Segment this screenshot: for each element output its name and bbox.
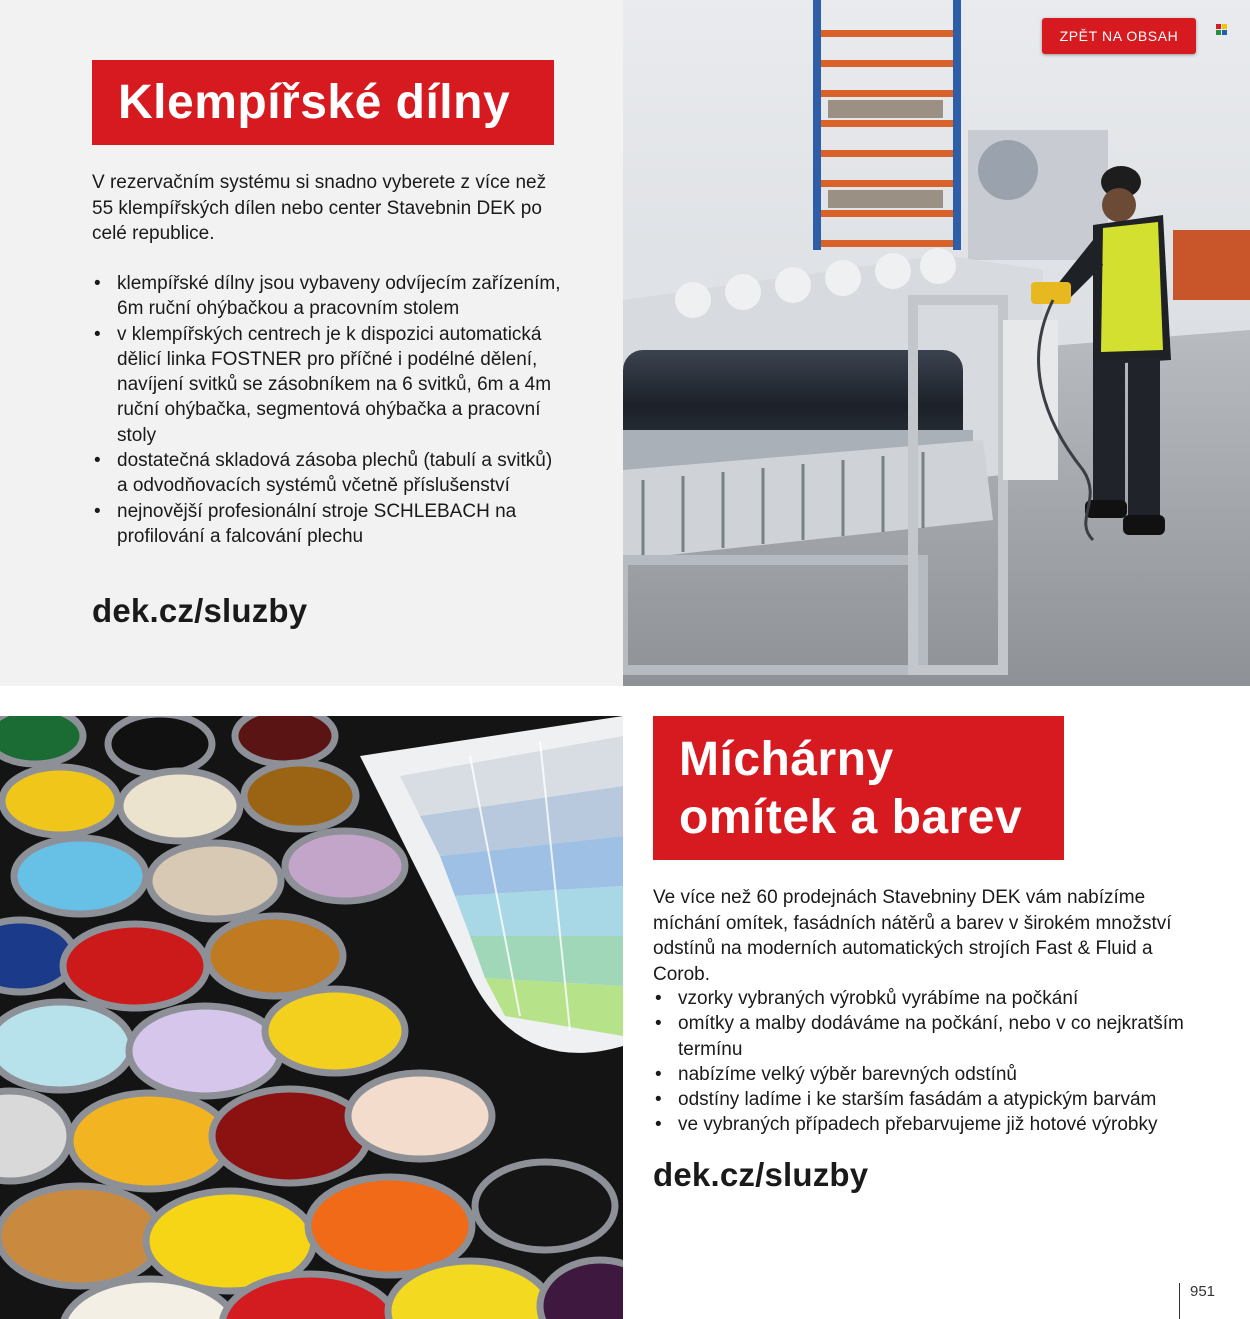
mixing-title-line1: Míchárny (679, 733, 894, 786)
dek-logo-icon (1216, 24, 1228, 36)
list-item: • ve vybraných případech přebarvujeme již hotové výrobky (653, 1112, 1213, 1137)
workshops-services-link[interactable]: dek.cz/sluzby (92, 592, 308, 629)
mixing-title-line2: omítek a barev (679, 791, 1023, 844)
mixing-intro: Ve více než 60 prodejnách Stavebniny DEK vám nabízíme míchání omítek, fasádních nátěrů a barev v širokém množství odstínů na moderních automatických strojích Fast & Fluid a Corob. (653, 887, 1172, 985)
list-item: • nejnovější profesionální stroje SCHLEBACH na profilování a falcování plechu (92, 499, 567, 550)
workshop-photo-illustration (623, 0, 1250, 686)
mixing-services-link[interactable]: dek.cz/sluzby (653, 1156, 869, 1193)
list-item: • odstíny ladíme i ke starším fasádám a atypickým barvám (653, 1087, 1213, 1112)
list-item: • omítky a malby dodáváme na počkání, nebo v co nejkratším termínu (653, 1011, 1213, 1062)
page-number: 951 (1190, 1283, 1216, 1300)
mixing-bullet-list (653, 986, 1213, 1138)
list-item: • dostatečná skladová zásoba plechů (tabulí a svitků) a odvodňovacích systémů včetně příslušenství (92, 448, 567, 499)
workshops-intro: V rezervačním systému si snadno vyberete z více než 55 klempířských dílen nebo center Stavebnin DEK po celé republice. (92, 172, 547, 244)
workshop-photo (623, 0, 1250, 686)
back-to-contents-button[interactable]: ZPĚT NA OBSAH (1042, 18, 1196, 54)
page-number-divider (1179, 1283, 1180, 1319)
paint-cans-illustration (0, 716, 623, 1319)
list-item: • klempířské dílny jsou vybaveny odvíjecím zařízením, 6m ruční ohýbačkou a pracovním stolem (92, 271, 567, 322)
list-item: • vzorky vybraných výrobků vyrábíme na počkání (653, 986, 1213, 1011)
paint-cans-photo (0, 716, 623, 1319)
list-item: • nabízíme velký výběr barevných odstínů (653, 1062, 1213, 1087)
mixing-title (653, 716, 1064, 860)
mixing-section (0, 686, 1250, 1319)
workshops-title: Klempířské dílny (92, 60, 554, 145)
list-item: • v klempířských centrech je k dispozici automatická dělicí linka FOSTNER pro příčné i podélné dělení, navíjení svitků se zásobníkem na 6 svitků, 6m a 4m ruční ohýbačka, segmentová ohýbačka a pracovní stoly (92, 322, 567, 448)
workshops-bullet-list (92, 271, 567, 549)
